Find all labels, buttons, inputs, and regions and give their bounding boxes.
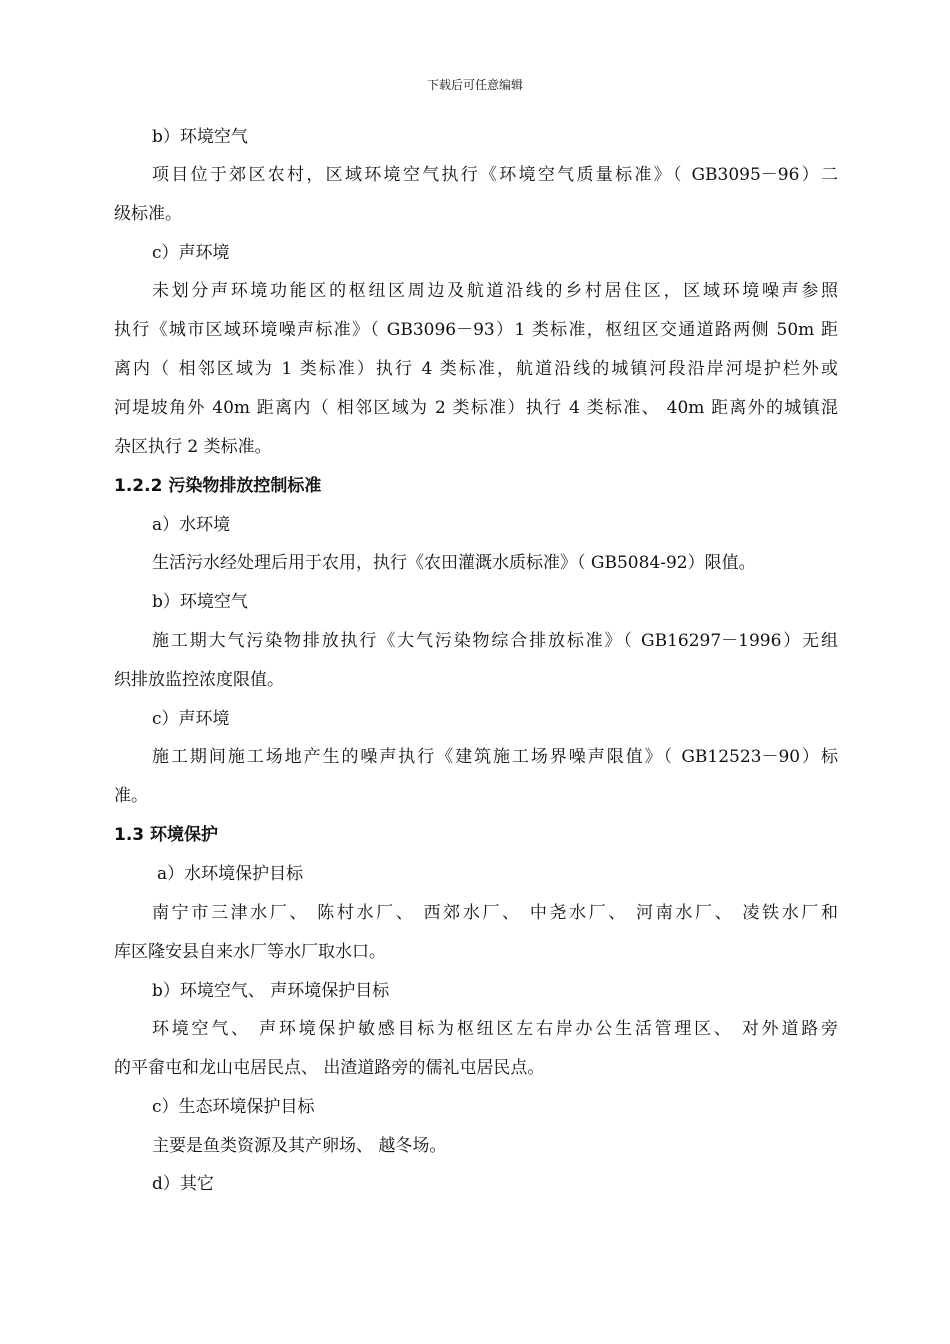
paragraph-line: 生活污水经处理后用于农用，执行《农田灌溉水质标准》（ GB5084-92）限值。: [152, 553, 756, 573]
subsection-label: c）生态环境保护目标: [152, 1097, 315, 1117]
section-heading: 1.2.2 污染物排放控制标准: [114, 476, 322, 496]
paragraph-line: 施工期间施工场地产生的噪声执行《建筑施工场界噪声限值》（ GB12523－90）标: [152, 747, 838, 767]
paragraph-line: 织排放监控浓度限值。: [114, 670, 284, 690]
paragraph-line: 离内（ 相邻区域为 1 类标准）执行 4 类标准，航道沿线的城镇河段沿岸河堤护栏外或: [114, 359, 838, 379]
paragraph-line: 项目位于郊区农村，区域环境空气执行《环境空气质量标准》（ GB3095－96）二: [152, 165, 838, 185]
paragraph-line: 施工期大气污染物排放执行《大气污染物综合排放标准》（ GB16297－1996）无组: [152, 631, 838, 651]
paragraph-line: 执行《城市区域环境噪声标准》（ GB3096－93）1 类标准，枢纽区交通道路两侧 50m 距: [114, 320, 838, 340]
subsection-label: a）水环境: [152, 515, 231, 535]
subsection-label: c）声环境: [152, 243, 230, 263]
paragraph-line: 未划分声环境功能区的枢纽区周边及航道沿线的乡村居住区，区域环境噪声参照: [152, 281, 838, 301]
paragraph-line: 准。: [114, 786, 148, 806]
paragraph-line: 库区隆安县自来水厂等水厂取水口。: [114, 942, 386, 962]
subsection-label: a）水环境保护目标: [157, 864, 304, 884]
section-heading: 1.3 环境保护: [114, 825, 219, 845]
paragraph-line: 环境空气、 声环境保护敏感目标为枢纽区左右岸办公生活管理区、 对外道路旁: [152, 1019, 838, 1039]
paragraph-line: 级标准。: [114, 204, 182, 224]
subsection-label: b）环境空气、 声环境保护目标: [152, 981, 390, 1001]
subsection-label: b）环境空气: [152, 127, 248, 147]
subsection-label: d）其它: [152, 1174, 214, 1194]
paragraph-line: 河堤坡角外 40m 距离内（ 相邻区域为 2 类标准）执行 4 类标准、 40m 距离外的城镇混: [114, 398, 838, 418]
subsection-label: b）环境空气: [152, 592, 248, 612]
paragraph-line: 的平畲屯和龙山屯居民点、 出渣道路旁的儒礼屯居民点。: [114, 1058, 545, 1078]
subsection-label: c）声环境: [152, 709, 230, 729]
paragraph-line: 杂区执行 2 类标准。: [114, 437, 272, 457]
paragraph-line: 主要是鱼类资源及其产卵场、 越冬场。: [152, 1136, 447, 1156]
paragraph-line: 南宁市三津水厂、 陈村水厂、 西郊水厂、 中尧水厂、 河南水厂、 凌铁水厂和: [152, 903, 838, 923]
page-header: 下载后可任意编辑: [426, 78, 523, 92]
